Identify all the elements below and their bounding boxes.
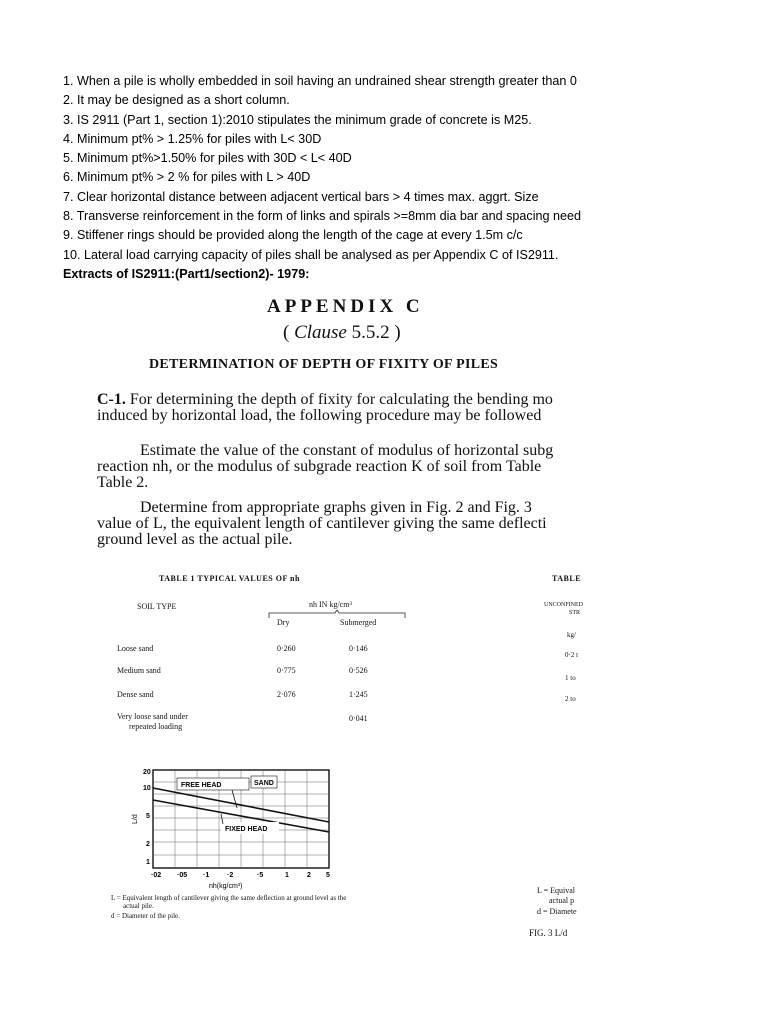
fixed-head-label: FIXED HEAD — [225, 826, 268, 833]
note-item: 9. Stiffener rings should be provided along the length of the cage at every 1.5m c/c — [63, 228, 523, 243]
table-cell: 2·076 — [277, 690, 296, 699]
y-tick: 1 — [146, 859, 150, 866]
scanned-appendix — [97, 292, 587, 942]
x-tick: 2 — [307, 872, 311, 879]
column-header: Submerged — [340, 618, 377, 627]
x-tick: ·2 — [227, 872, 234, 879]
column-header: Dry — [277, 618, 290, 627]
table-cell: Medium sand — [117, 666, 161, 675]
figure-2-caption: d = Diameter of the pile. — [111, 912, 180, 920]
graph-svg — [127, 760, 357, 890]
x-tick: ·1 — [203, 872, 210, 879]
note-item: 7. Clear horizontal distance between adjacent vertical bars > 4 times max. aggrt. Size — [63, 189, 539, 204]
y-axis-label: L/d — [132, 814, 139, 824]
y-tick: 2 — [146, 841, 150, 848]
appendix-clause: ( Clause 5.5.2 ) — [283, 322, 401, 343]
note-item: 6. Minimum pt% > 2 % for piles with L > 40D — [63, 170, 311, 185]
x-tick: 1 — [285, 872, 289, 879]
column-header: UNCONFINED — [544, 602, 583, 608]
notes-list — [63, 72, 583, 284]
table-cell: kg/ — [567, 631, 576, 639]
x-tick: ·05 — [177, 872, 188, 879]
table-cell: 0·146 — [349, 644, 368, 653]
table-cell: Dense sand — [117, 690, 154, 699]
column-header: nh IN kg/cm³ — [309, 600, 352, 609]
table-cell: 0·775 — [277, 666, 296, 675]
table-cell: repeated loading — [129, 722, 183, 731]
free-head-pointer — [232, 790, 237, 808]
column-header: STR — [569, 610, 581, 616]
table-2-title: TABLE — [552, 574, 582, 583]
y-tick: 10 — [143, 785, 151, 792]
figure-3-caption: d = Diamete — [537, 907, 577, 916]
figure-2-caption: actual pile. — [123, 902, 154, 910]
figure-2-caption: L = Equivalent length of cantilever giving the same deflection at ground level as the — [111, 894, 347, 902]
x-tick: ·5 — [257, 872, 264, 879]
table-cell: 0·260 — [277, 644, 296, 653]
table-cell: Loose sand — [117, 644, 154, 653]
table-1-title: TABLE 1 TYPICAL VALUES OF nh — [159, 574, 300, 583]
x-ticks — [151, 872, 330, 879]
free-head-label: FREE HEAD — [181, 782, 222, 789]
x-axis-label: nh(kg/cm³) — [209, 883, 243, 890]
y-tick: 5 — [146, 813, 150, 820]
y-ticks — [143, 769, 151, 866]
note-item: 2. It may be designed as a short column. — [63, 93, 290, 108]
figure-3-caption: actual p — [549, 896, 575, 905]
appendix-heading: DETERMINATION OF DEPTH OF FIXITY OF PILES — [149, 357, 499, 372]
note-item: 4. Minimum pt% > 1.25% for piles with L< 30D — [63, 131, 322, 146]
c1-label: C-1. — [97, 391, 126, 408]
x-tick: ·02 — [151, 872, 162, 879]
note-item: 1. When a pile is wholly embedded in soil having an undrained shear strength greater than 0 — [63, 74, 577, 88]
note-item: 10. Lateral load carrying capacity of piles shall be analysed as per Appendix C of IS2911. — [63, 247, 559, 262]
figure-3-label: FIG. 3 L/d — [529, 928, 568, 938]
table-cell: 1·245 — [349, 690, 368, 699]
table-cell: Very loose sand under — [117, 712, 188, 721]
table-cell: 0·2 t — [565, 651, 579, 659]
sand-label: SAND — [254, 780, 274, 787]
figure-3-caption: L = Equival — [537, 886, 575, 895]
y-tick: 20 — [143, 769, 151, 776]
column-header: SOIL TYPE — [137, 602, 177, 611]
c1-paragraph: C-1. For determining the depth of fixity for calculating the bending mo induced by horizontal load, the following procedure may be followed — [97, 391, 553, 424]
note-item: 8. Transverse reinforcement in the form of links and spirals >=8mm dia bar and spacing need — [63, 209, 582, 224]
table-cell: 1 to — [565, 674, 576, 682]
appendix-title: APPENDIX C — [267, 296, 424, 317]
note-item: 5. Minimum pt%>1.50% for piles with 30D < L< 40D — [63, 151, 352, 166]
table-cell: 0·526 — [349, 666, 368, 675]
x-tick: 5 — [326, 872, 330, 879]
table-cell: 2 to — [565, 695, 576, 703]
table-cell: 0·041 — [349, 714, 368, 723]
estimate-paragraph: Estimate the value of the constant of modulus of horizontal subg reaction nh, or the modulus of subgrade reaction K of soil from Table Table 2. — [97, 442, 554, 491]
determine-paragraph: Determine from appropriate graphs given in Fig. 2 and Fig. 3 value of L, the equivalent length of cantilever giving the same deflecti ground level as the actual pile. — [97, 499, 547, 548]
note-item: 3. IS 2911 (Part 1, section 1):2010 stipulates the minimum grade of concrete is M25. — [63, 112, 532, 127]
extract-heading: Extracts of IS2911:(Part1/section2)- 1979: — [63, 266, 310, 281]
